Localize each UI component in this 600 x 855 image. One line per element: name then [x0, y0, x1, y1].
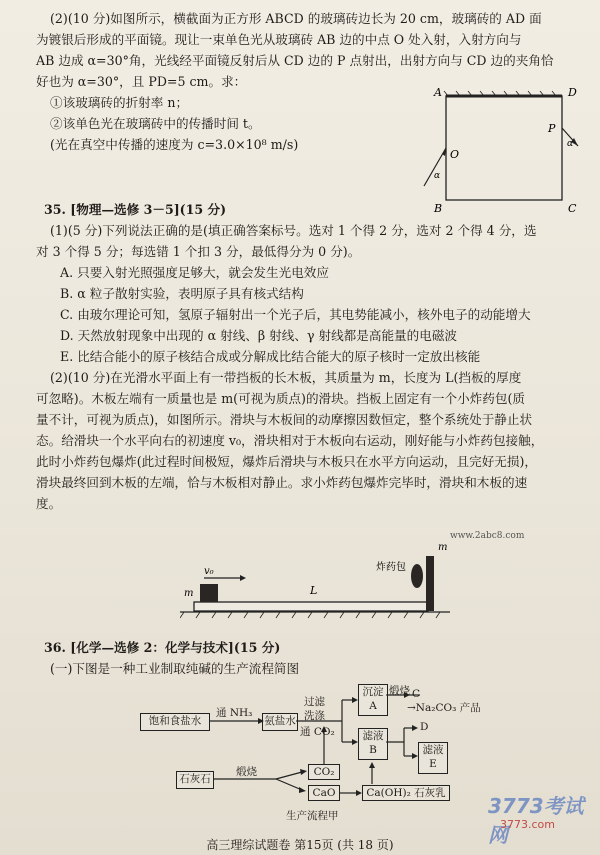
label-o: O — [450, 148, 460, 161]
precipitate-a: A — [369, 700, 377, 712]
filtrate-e: E — [429, 758, 437, 770]
q35-option-a: A. 只要入射光照强度足够大，就会发生光电效应 — [60, 265, 329, 280]
q35-intro-1: (1)(5 分)下列说法正确的是(填正确答案标号。选对 1 个得 2 分，选对 2 个得 4 分，选 — [50, 223, 537, 238]
label-m-block: m — [184, 588, 194, 599]
label-calcine-2: 煅烧 — [236, 766, 257, 778]
label-c: C — [412, 688, 421, 700]
label-d: D — [420, 721, 429, 733]
arrow-limestone-split — [276, 772, 302, 779]
label-wash: 洗涤 — [304, 710, 325, 722]
box-ammonia-brine: 氨盐水 — [262, 713, 298, 731]
q35-intro-2: 对 3 个得 5 分；每选错 1 个扣 3 分，最低得分为 0 分)。 — [36, 244, 361, 259]
label-b: B — [434, 202, 443, 215]
q36-intro: (一)下图是一种工业制取纯碱的生产流程简图 — [50, 661, 300, 676]
label-co2-in: 通 CO₂ — [300, 726, 335, 738]
box-lime-milk: Ca(OH)₂ 石灰乳 — [362, 785, 450, 801]
brand-url: 3773.com — [500, 818, 555, 831]
flow-caption: 生产流程甲 — [286, 810, 339, 822]
q35-option-c: C. 由玻尔理论可知，氢原子辐射出一个光子后，其电势能减小，核外电子的动能增大 — [60, 307, 531, 322]
box-filtrate-b — [358, 728, 388, 760]
filtrate-e-label: 滤液 — [422, 744, 444, 756]
label-bomb: 炸药包 — [376, 562, 406, 573]
brand-watermark: 3773考试网 — [488, 794, 584, 847]
label-c: C — [568, 202, 577, 215]
label-product: →Na₂CO₃ 产品 — [407, 702, 481, 714]
box-limestone: 石灰石 — [176, 771, 214, 789]
q34-note: (光在真空中传播的速度为 c=3.0×10⁸ m/s) — [50, 137, 299, 152]
filtrate-b: B — [369, 744, 377, 756]
box-brine: 饱和食盐水 — [140, 713, 210, 731]
q34-line-2: 为镀银后形成的平面镜。现让一束单色光从玻璃砖 AB 边的中点 O 处入射，入射方向与 — [36, 32, 522, 47]
label-p: P — [548, 122, 556, 135]
q34-sub-2: ②该单色光在玻璃砖中的传播时间 t。 — [50, 116, 261, 131]
q34-sub-1: ①该玻璃砖的折射率 n； — [50, 95, 189, 110]
label-v0: v₀ — [204, 566, 214, 577]
site-watermark: www.2abc8.com — [450, 531, 525, 541]
q35-part2-line-6: 滑块最终回到木板的左端，恰与木板相对静止。求小炸药包爆炸完毕时，滑块和木板的速 — [36, 475, 528, 490]
q35-option-e: E. 比结合能小的原子核结合成或分解成比结合能大的原子核时一定放出核能 — [60, 349, 481, 364]
precipitate-label: 沉淀 — [362, 686, 384, 698]
label-m-plank: m — [438, 542, 448, 553]
q34-line-4: 好也为 α=30°，且 PD=5 cm。求： — [36, 74, 247, 89]
q35-title: 35. [物理—选修 3－5](15 分) — [44, 202, 227, 217]
box-cao: CaO — [308, 785, 340, 801]
label-alpha-2: α — [567, 139, 574, 149]
box-filtrate-e — [418, 742, 448, 774]
page-footer: 高三理综试题卷 第15页 (共 18 页) — [206, 838, 394, 852]
filtrate-b-label: 滤液 — [362, 730, 384, 742]
label-calcine-1: 煅烧 — [389, 685, 410, 697]
q35-part2-line-3: 量不计，可视为质点)，如图所示。滑块与木板间的动摩擦因数恒定，整个系统处于静止状 — [36, 412, 533, 427]
label-a: A — [434, 86, 442, 99]
q34-line-1: (2)(10 分)如图所示，横截面为正方形 ABCD 的玻璃砖边长为 20 cm，玻璃砖的 AD 面 — [50, 11, 542, 26]
q35-option-b: B. α 粒子散射实验，表明原子具有核式结构 — [60, 286, 304, 301]
label-nh3: 通 NH₃ — [216, 707, 253, 719]
q35-part2-line-1: (2)(10 分)在光滑水平面上有一带挡板的长木板，其质量为 m，长度为 L(挡板的厚度 — [50, 370, 522, 385]
q36-title: 36. [化学—选修 2：化学与技术](15 分) — [44, 640, 281, 655]
q35-part2-line-5: 此时小炸药包爆炸(此过程时间极短，爆炸后滑块与木板只在水平方向运动，且完好无损)， — [36, 454, 537, 469]
label-alpha-1: α — [434, 171, 441, 181]
q35-option-d: D. 天然放射现象中出现的 α 射线、β 射线、γ 射线都是高能量的电磁波 — [60, 328, 458, 343]
q34-line-3: AB 边成 α=30°角，光线经平面镜反射后从 CD 边的 P 点射出，出射方向与 CD 边的夹角恰 — [36, 53, 554, 68]
box-precipitate-a — [358, 684, 388, 716]
q35-part2-line-2: 可忽略)。木板左端有一质量也是 m(可视为质点)的滑块。挡板上固定有一个小炸药包(质 — [36, 391, 525, 406]
label-length: L — [310, 584, 318, 597]
q35-part2-line-4: 态。给滑块一个水平向右的初速度 v₀，滑块相对于木板向右运动，刚好能与小炸药包接触， — [36, 433, 544, 448]
label-filter: 过滤 — [304, 696, 325, 708]
label-d: D — [568, 86, 577, 99]
box-co2: CO₂ — [308, 764, 340, 780]
q35-part2-line-7: 度。 — [36, 496, 62, 511]
